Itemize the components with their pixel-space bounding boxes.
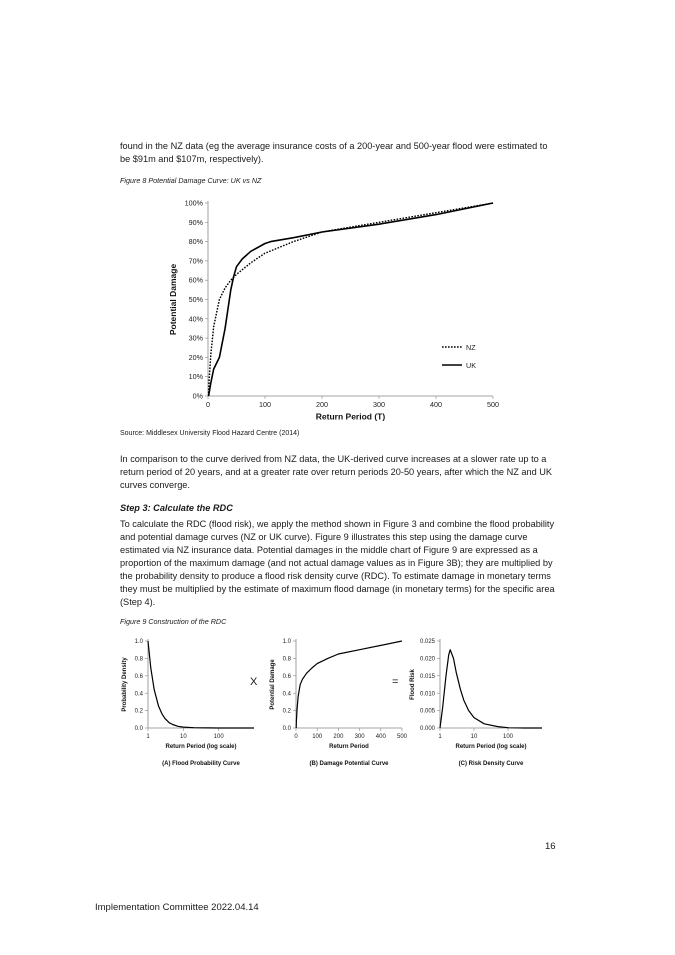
fig9c-y-tick-label: 0.010 bbox=[419, 691, 435, 698]
fig8-x-tick-label: 100 bbox=[259, 400, 271, 410]
fig8-y-axis-title: Potential Damage bbox=[168, 263, 178, 336]
fig8-y-tick-label: 0% bbox=[192, 391, 203, 401]
figure-9a-chart bbox=[112, 633, 262, 773]
comparison-paragraph: In comparison to the curve derived from NZ data, the UK-derived curve increases at a slower rate up to a return period of 20 years, and at a greater rate over return periods 20-50 years, after which the NZ and UK curves converge. bbox=[120, 454, 553, 490]
figure-9-caption: Figure 9 Construction of the RDC bbox=[120, 617, 227, 626]
fig9b-x-tick-label: 400 bbox=[375, 734, 386, 740]
fig9b-x-tick-label: 300 bbox=[354, 734, 365, 740]
fig9b-x-tick-label: 500 bbox=[396, 734, 408, 740]
fig9a-series-probability-density-line bbox=[148, 641, 254, 728]
fig9b-series-potential-damage-line bbox=[296, 641, 402, 728]
figure-8-caption: Figure 8 Potential Damage Curve: UK vs NZ bbox=[120, 176, 262, 185]
fig9a-x-tick-label: 10 bbox=[179, 734, 187, 740]
fig9a-y-tick-label: 0.8 bbox=[134, 656, 143, 663]
fig8-x-tick-label: 200 bbox=[316, 400, 328, 410]
fig9a-x-tick-label: 100 bbox=[213, 734, 224, 740]
fig9c-series-flood-risk-line bbox=[440, 650, 542, 728]
fig9b-y-tick-label: 0.0 bbox=[282, 726, 291, 733]
fig8-y-tick-label: 20% bbox=[188, 352, 203, 362]
figure-9b-chart bbox=[262, 633, 412, 773]
fig8-y-tick-label: 60% bbox=[188, 275, 203, 285]
fig9a-y-tick-label: 1.0 bbox=[134, 639, 143, 646]
fig9b-y-tick-label: 0.2 bbox=[282, 708, 291, 715]
fig8-x-tick-label: 300 bbox=[373, 400, 385, 410]
fig8-y-tick-label: 30% bbox=[188, 333, 203, 343]
fig8-y-tick-label: 70% bbox=[188, 256, 203, 266]
fig9c-panel-title: (C) Risk Density Curve bbox=[458, 761, 524, 767]
fig8-series-nz-line bbox=[209, 203, 493, 396]
fig9c-y-tick-label: 0.020 bbox=[419, 656, 435, 663]
fig9c-x-tick-label: 100 bbox=[502, 734, 514, 740]
fig9a-panel-title: (A) Flood Probability Curve bbox=[162, 761, 240, 767]
fig8-y-tick-label: 10% bbox=[188, 372, 203, 382]
fig9a-y-tick-label: 0.4 bbox=[134, 691, 143, 698]
fig9b-panel-title: (B) Damage Potential Curve bbox=[309, 761, 389, 767]
fig9c-x-tick-label: 1 bbox=[438, 734, 442, 740]
fig8-y-tick-label: 80% bbox=[188, 237, 203, 247]
fig9c-y-axis-title: Flood Risk bbox=[410, 669, 416, 700]
step-3-paragraph: To calculate the RDC (flood risk), we apply the method shown in Figure 3 and combine the flood probability and potential damage curves (NZ or UK curve). Figure 9 illustrates this step using the damage curve estimated via NZ insurance data. Potential damages in the middle chart of Figure 9 are expressed as a proportion of the maximum damage (and not actual damage values as in Figure 3B); they are multiplied by the probability density to produce a flood risk density curve (RDC). To estimate damage in monetary terms they must be multiplied by the estimate of maximum flood damage (in monetary terms) for the specific area (Step 4). bbox=[120, 519, 555, 607]
fig8-x-tick-label: 400 bbox=[430, 400, 442, 410]
multiply-operator: X bbox=[250, 676, 258, 688]
figure-8-source: Source: Middlesex University Flood Hazard Centre (2014) bbox=[120, 430, 300, 437]
fig9a-y-tick-label: 0.2 bbox=[134, 708, 143, 715]
fig8-x-axis-title: Return Period (T) bbox=[315, 411, 386, 422]
fig9b-y-tick-label: 1.0 bbox=[282, 639, 291, 646]
fig9c-x-axis-title: Return Period (log scale) bbox=[455, 744, 527, 750]
fig9b-y-tick-label: 0.8 bbox=[282, 656, 291, 663]
fig9b-y-tick-label: 0.6 bbox=[282, 673, 291, 680]
fig8-x-tick-label: 0 bbox=[206, 400, 210, 410]
fig9b-x-axis-title: Return Period bbox=[329, 744, 369, 750]
fig9a-x-axis-title: Return Period (log scale) bbox=[165, 744, 237, 750]
fig9c-y-tick-label: 0.005 bbox=[419, 708, 435, 715]
equals-operator: = bbox=[392, 676, 399, 688]
fig9a-y-tick-label: 0.6 bbox=[134, 673, 143, 680]
fig8-legend-label-uk: UK bbox=[466, 361, 476, 370]
fig9a-x-tick-label: 1 bbox=[146, 734, 150, 740]
fig8-y-tick-label: 40% bbox=[188, 314, 203, 324]
fig8-y-tick-label: 90% bbox=[188, 217, 203, 227]
fig9b-x-tick-label: 100 bbox=[312, 734, 323, 740]
step-3-heading: Step 3: Calculate the RDC bbox=[120, 503, 233, 513]
fig8-x-tick-label: 500 bbox=[487, 400, 499, 410]
fig9b-y-axis-title: Potential Damage bbox=[270, 659, 276, 710]
fig9c-y-tick-label: 0.025 bbox=[419, 639, 435, 646]
fig8-legend-label-nz: NZ bbox=[466, 343, 476, 352]
fig8-y-tick-label: 50% bbox=[188, 295, 203, 305]
page-number: 16 bbox=[545, 841, 556, 852]
figure-8-chart bbox=[160, 192, 510, 432]
fig9c-x-tick-label: 10 bbox=[470, 734, 478, 740]
intro-paragraph: found in the NZ data (eg the average insurance costs of a 200-year and 500-year flood were estimated to be $91m and $107m, respectively). bbox=[120, 141, 548, 164]
fig9b-x-tick-label: 200 bbox=[333, 734, 344, 740]
figure-9c-chart bbox=[402, 633, 552, 773]
fig8-series-uk-line bbox=[209, 203, 493, 396]
fig9b-y-tick-label: 0.4 bbox=[282, 691, 291, 698]
fig9c-y-tick-label: 0.000 bbox=[419, 726, 435, 733]
fig9c-y-tick-label: 0.015 bbox=[419, 673, 435, 680]
fig9b-x-tick-label: 0 bbox=[294, 734, 298, 740]
page-footer: Implementation Committee 2022.04.14 bbox=[95, 902, 259, 913]
fig8-y-tick-label: 100% bbox=[184, 198, 203, 208]
fig9a-y-axis-title: Probability Density bbox=[122, 657, 128, 712]
fig9a-y-tick-label: 0.0 bbox=[134, 726, 143, 733]
